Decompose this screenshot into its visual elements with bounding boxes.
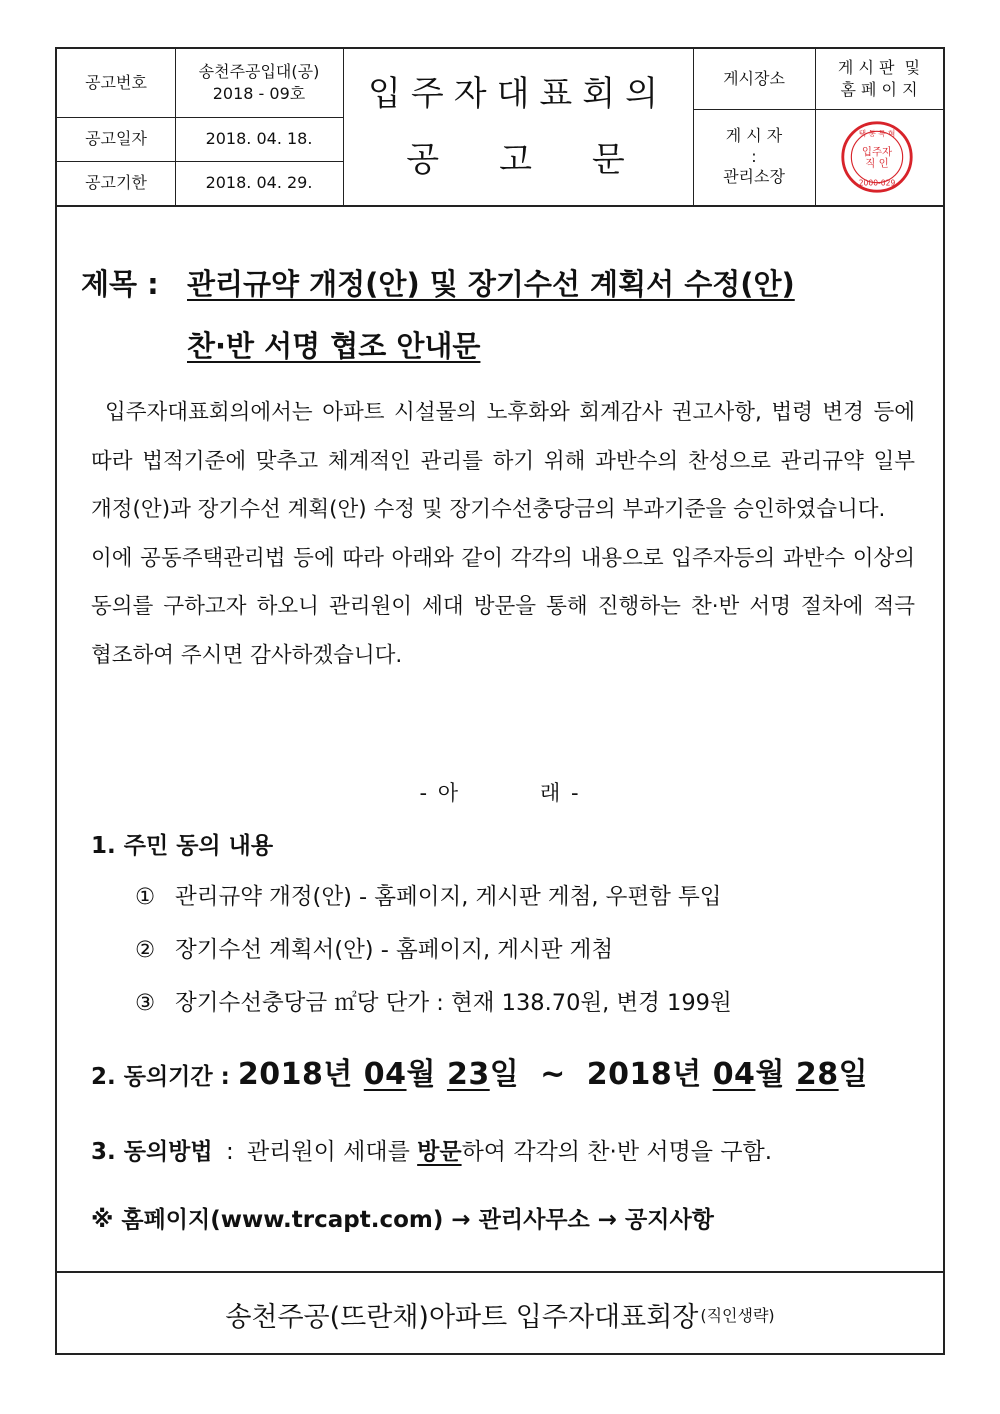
svg-text:택 통 특 혁: 택 통 특 혁 — [858, 129, 896, 139]
body-paragraph-1: 입주자대표회의에서는 아파트 시설물의 노후화와 회계감사 권고사항, 법령 변경 등에 따라 법적기준에 맞추고 체계적인 관리를 하기 위해 과반수의 찬성으로 관리규약 일부 개정(안)과 장기수선 계획(안) 수정 및 장기수선충당금의 부과기준을 승인하였습니다. — [91, 400, 915, 522]
post-place-label: 게시장소 — [723, 69, 785, 89]
notice-no-label: 공고번호 — [85, 73, 147, 93]
notice-header-table — [57, 49, 943, 207]
poster-label: 게 시 자 : 관리소장 — [723, 125, 785, 187]
deadline-label: 공고기한 — [85, 173, 147, 193]
section-1-title: 1. 주민 동의 내용 — [91, 833, 274, 859]
footer-seal-omitted: (직인생략) — [700, 1305, 775, 1325]
svg-text:직 인: 직 인 — [865, 157, 889, 170]
notice-date-label: 공고일자 — [85, 129, 147, 149]
below-heading: - 아 래 - — [419, 781, 581, 805]
subject-label: 제목 : — [81, 267, 159, 301]
body-text — [91, 389, 915, 680]
section-3-consent-method: 3. 동의방법 : 관리원이 세대를 방문하여 각각의 찬·반 서명을 구함. — [91, 1139, 773, 1165]
page-title-line1: 입주자대표회의 — [368, 74, 668, 115]
footer-signatory: 송천주공(뜨란채)아파트 입주자대표회장 — [225, 1301, 699, 1333]
subject-block — [81, 253, 795, 377]
list-item: ① 관리규약 개정(안) - 홈페이지, 게시판 게첨, 우편함 투입 — [135, 884, 722, 910]
notice-document — [55, 47, 945, 1355]
page-title-line2: 공고문 — [406, 140, 685, 181]
subject-line2: 찬·반 서명 협조 안내문 — [187, 329, 481, 363]
body-paragraph-2: 이에 공동주택관리법 등에 따라 아래와 같이 각각의 내용으로 입주자등의 과반수 이상의 동의를 구하고자 하오니 관리원이 세대 방문을 통해 진행하는 찬·반 서명 절차에 적극 협조하여 주시면 감사하겠습니다. — [91, 545, 915, 668]
stamp-code: 2000-029 — [858, 178, 896, 188]
notice-no-value: 송천주공입대(공) 2018 - 09호 — [198, 62, 320, 103]
section-2-consent-period: 2. 동의기간 : 2018년 04월 23일 ~ 2018년 04월 28일 — [91, 1057, 869, 1092]
signature-footer — [57, 1271, 943, 1355]
notice-date-value: 2018. 04. 18. — [205, 129, 313, 149]
deadline-value: 2018. 04. 29. — [205, 173, 313, 193]
section-1-list — [135, 871, 732, 1030]
official-seal-stamp — [839, 119, 915, 195]
list-item: ② 장기수선 계획서(안) - 홈페이지, 게시판 게첨 — [135, 937, 614, 963]
svg-text:입주자: 입주자 — [861, 146, 893, 159]
list-item: ③ 장기수선충당금 ㎡당 단가 : 현재 138.70원, 변경 199원 — [135, 990, 732, 1016]
subject-line1: 관리규약 개정(안) 및 장기수선 계획서 수정(안) — [187, 267, 795, 301]
post-place-value: 게 시 판 및 홈 페 이 지 — [837, 58, 921, 99]
homepage-note: ※ 홈페이지(www.trcapt.com) → 관리사무소 → 공지사항 — [91, 1207, 714, 1233]
